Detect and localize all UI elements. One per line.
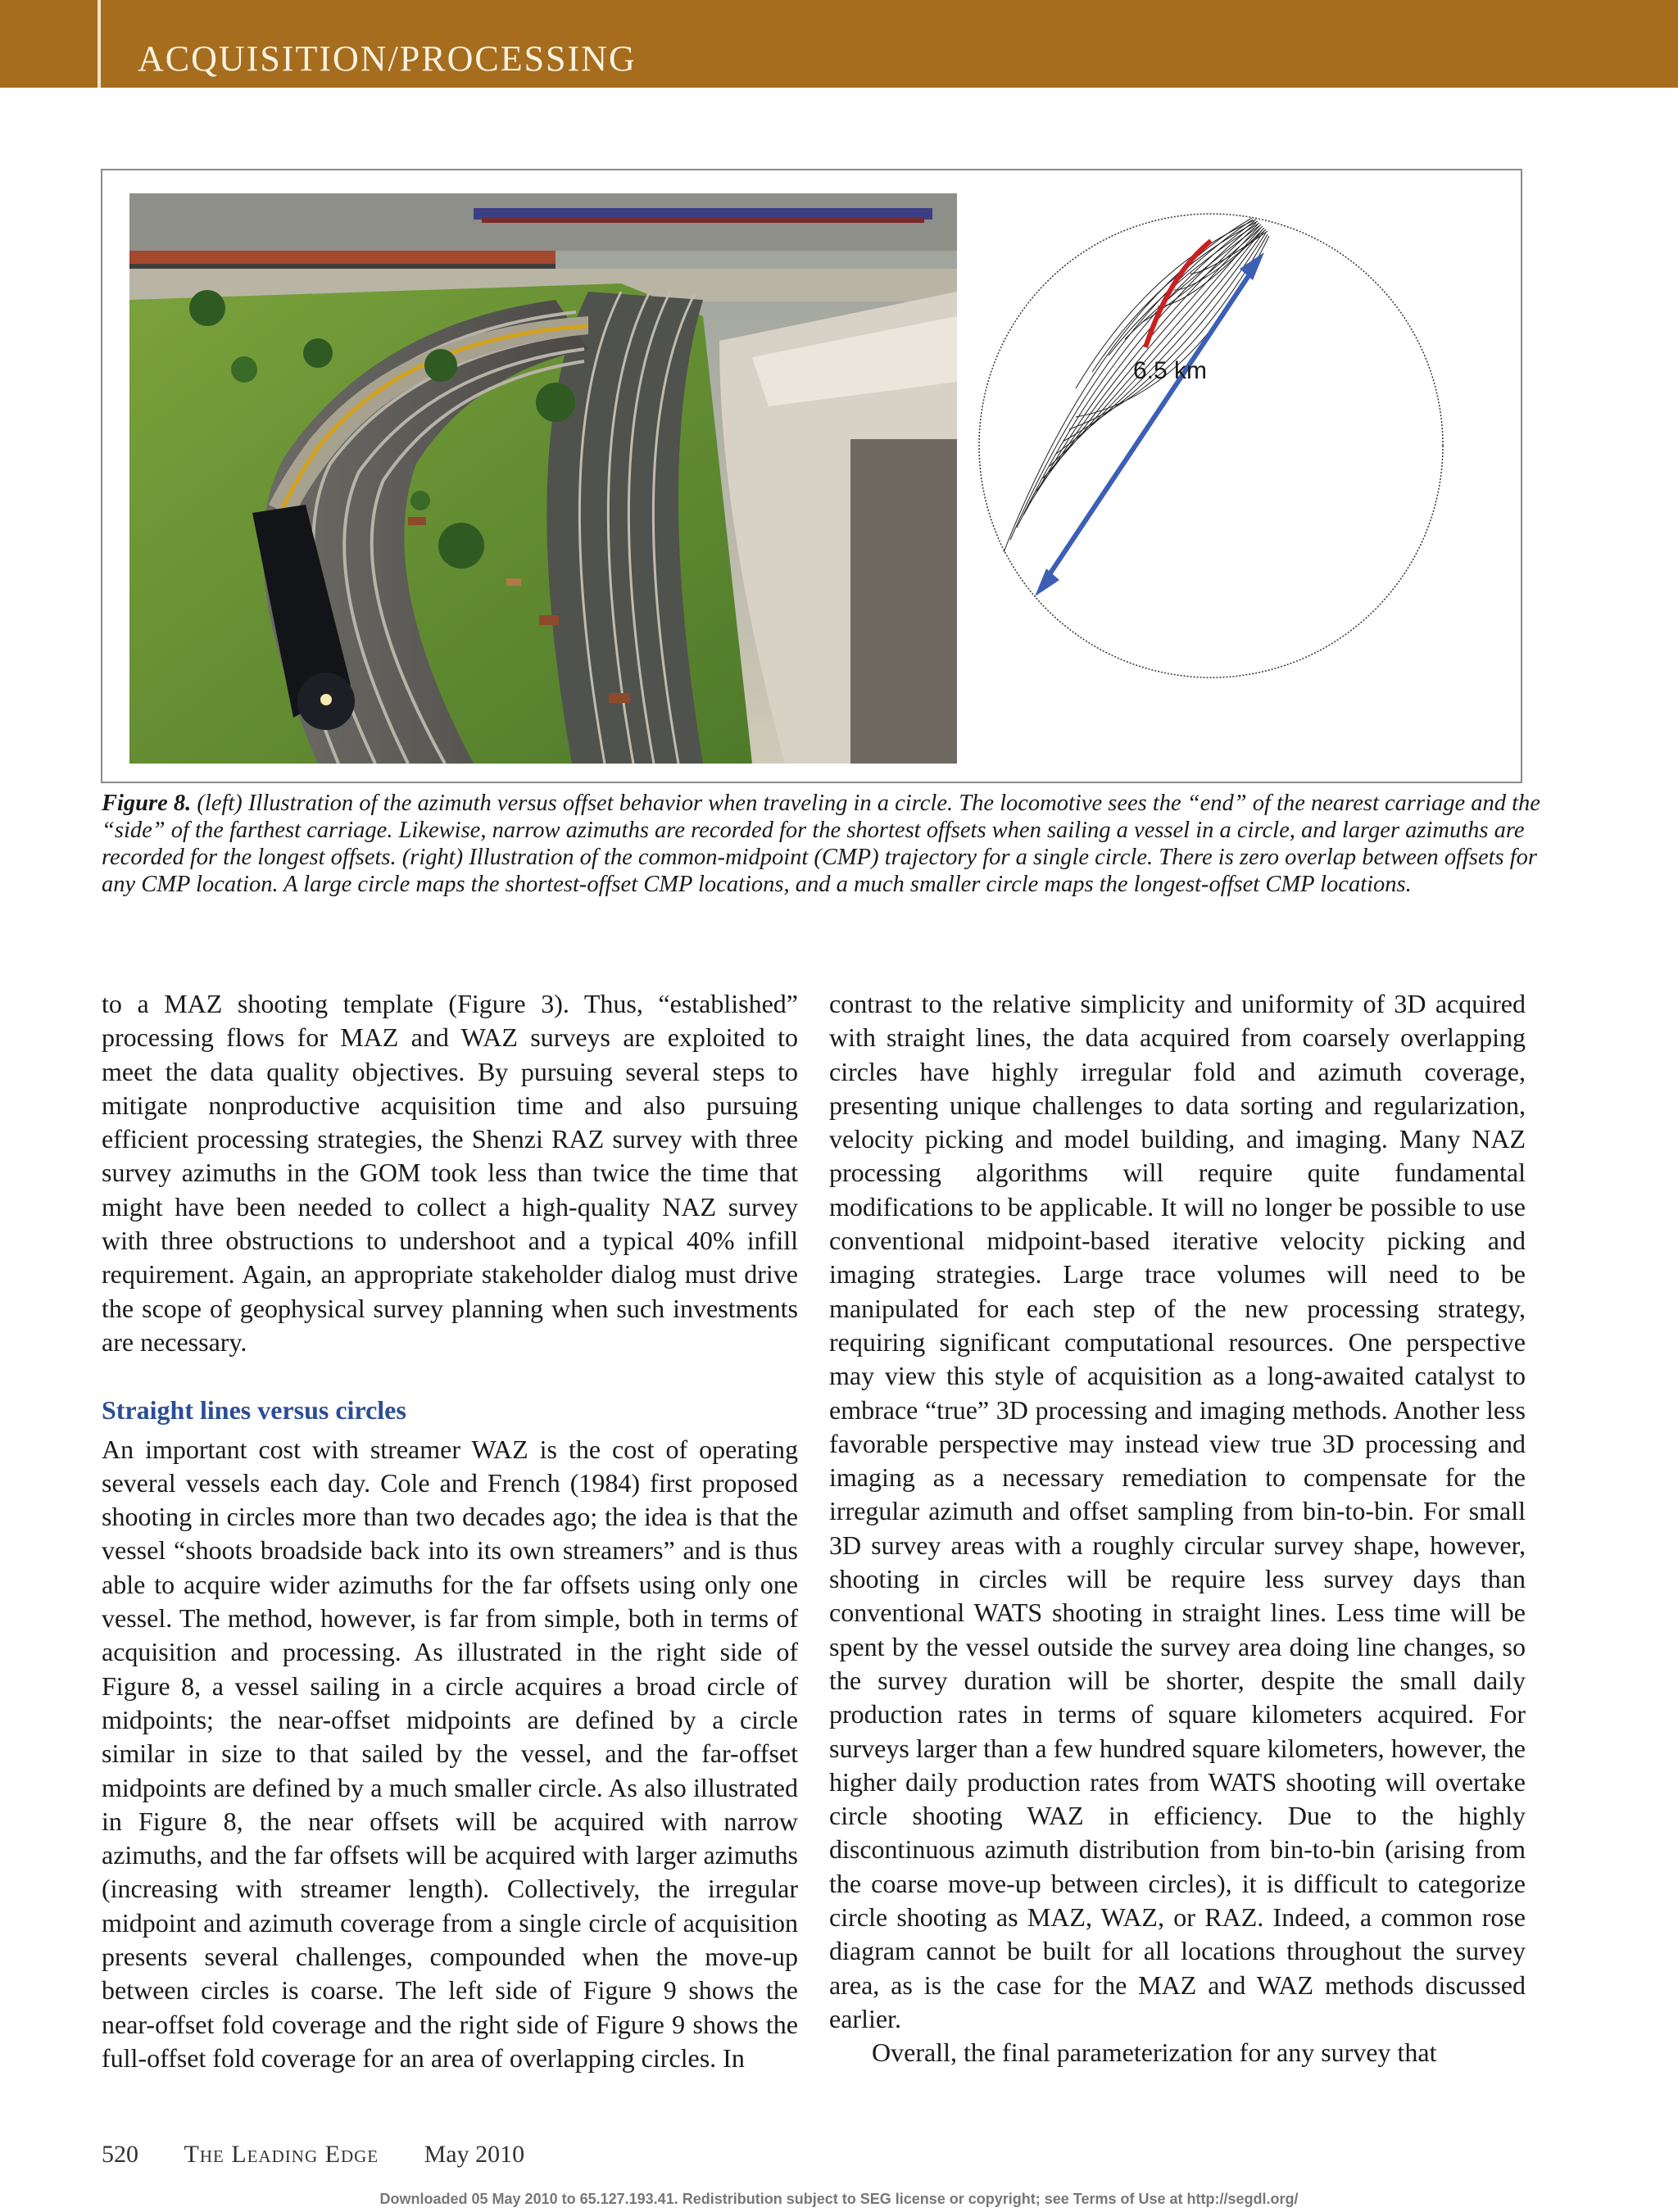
paragraph: contrast to the relative simplicity and uniformity of 3D acquired with straight lines, the data acquired from coarsely overlapping circles have highly irregular fold and azimuth coverage, presenting unique challenges to data sorting and regularization, velocity picking and model building, and imaging. Many NAZ processing algorithms will require quite fundamental modifications to be applicable. It will no longer be possible to use conventional midpoint-based iterative velocity picking and imaging strategies. Large trace volumes will need to be manipulated for each step of the new processing strategy, requiring significant computational resources. One perspective may view this style of acquisition as a long-awaited catalyst to embrace “true” 3D processing and imaging methods. Another less favorable perspective may instead view true 3D processing and imaging as a necessary remediation to compensate for the irregular azimuth and offset sampling from bin-to-bin. For small 3D survey areas with a roughly circular survey shape, however, shooting in circles will be require less survey days than conventional WATS shooting in straight lines. Less time will be spent by the vessel outside the survey area doing line changes, so the survey duration will be shorter, despite the small daily production rates in terms of square kilometers acquired. For surveys larger than a few hundred square kilometers, however, the higher daily production rates from WATS shooting will overtake circle shooting WAZ in efficiency. Due to the highly discontinuous azimuth distribution from bin-to-bin (arising from the coarse move-up between circles), it is difficult to categorize circle shooting as MAZ, WAZ, or RAZ. Indeed, a common rose diagram cannot be built for all locations throughout the survey area, as is the case for the MAZ and WAZ methods discussed earlier.	[829, 989, 1526, 2033]
cmp-circle-diagram	[977, 208, 1444, 683]
cmp-trajectory-lines	[1004, 218, 1269, 552]
page-number: 520	[102, 2141, 138, 2168]
section-title: ACQUISITION/PROCESSING	[138, 39, 637, 79]
diameter-label: 6.5 km	[1133, 357, 1208, 384]
paragraph: Overall, the final parameterization for any survey that	[872, 2037, 1437, 2068]
figure-caption-text: (left) Illustration of the azimuth versus offset behavior when traveling in a circle. The locomotive sees the “end” of the nearest carriage and the “side” of the farthest carriage. Likewise, narrow azimuths are recorded for the shortest offsets when sailing a vessel in a circle, and larger azimuths are recorded for the longest offsets. (right) Illustration of the common-midpoint (CMP) trajectory for a single circle. There is zero overlap between offsets for any CMP location. A large circle maps the shortest-offset CMP locations, and a much smaller circle maps the longest-offset CMP locations.	[102, 791, 1540, 897]
paragraph: An important cost with streamer WAZ is the cost of operating several vessels each day. Cole and French (1984) first proposed shooting in circles more than two decades ago; the idea is that the vessel “shoots broadside back into its own streamers” and is thus able to acquire wider azimuths for the far offsets using only one vessel. The method, however, is far from simple, both in terms of acquisition and processing. As illustrated in the right side of Figure 8, a vessel sailing in a circle acquires a broad circle of midpoints; the near-offset midpoints are defined by a circle similar in size to that sailed by the vessel, and the far-offset midpoints are defined by a much smaller circle. As also illustrated in Figure 8, the near offsets will be acquired with narrow azimuths, and the far offsets will be acquired with larger azimuths (increasing with streamer length). Collectively, the irregular midpoint and azimuth coverage from a single circle of acquisition presents several challenges, compounded when the move-up between circles is coarse. The left side of Figure 9 shows the near-offset fold coverage and the right side of Figure 9 shows the full-offset fold coverage for an area of overlapping circles. In	[102, 1434, 798, 2073]
figure-caption	[102, 790, 1544, 898]
section-heading: Straight lines versus circles	[102, 1395, 406, 1426]
right-text-column	[829, 987, 1526, 2070]
paragraph: to a MAZ shooting template (Figure 3). Thus, “established” processing flows for MAZ and WAZ surveys are exploited to meet the data quality objectives. By pursuing several steps to mitigate nonproductive acquisition time and also pursuing efficient processing strategies, the Shenzi RAZ survey with three survey azimuths in the GOM took less than twice the time that might have been needed to collect a high-quality NAZ survey with three obstructions to undershoot and a typical 40% infill requirement. Again, an appropriate stakeholder dialog must drive the scope of geophysical survey planning when such investments are necessary.	[102, 989, 798, 1357]
figure-label: Figure 8.	[102, 791, 192, 816]
journal-name: The Leading Edge	[184, 2141, 379, 2168]
download-notice: Downloaded 05 May 2010 to 65.127.193.41. Redistribution subject to SEG license or copyright; see Terms of Use at http://segdl.org/	[379, 2191, 1299, 2207]
section-header-bar	[0, 0, 1678, 88]
diameter-arrow	[1035, 252, 1264, 596]
left-text-column	[102, 987, 798, 2075]
issue-date: May 2010	[424, 2141, 525, 2168]
header-divider	[98, 0, 101, 88]
page-footer	[102, 2141, 564, 2169]
model-train-photo	[129, 193, 957, 764]
shortest-offset-circle	[979, 214, 1443, 678]
